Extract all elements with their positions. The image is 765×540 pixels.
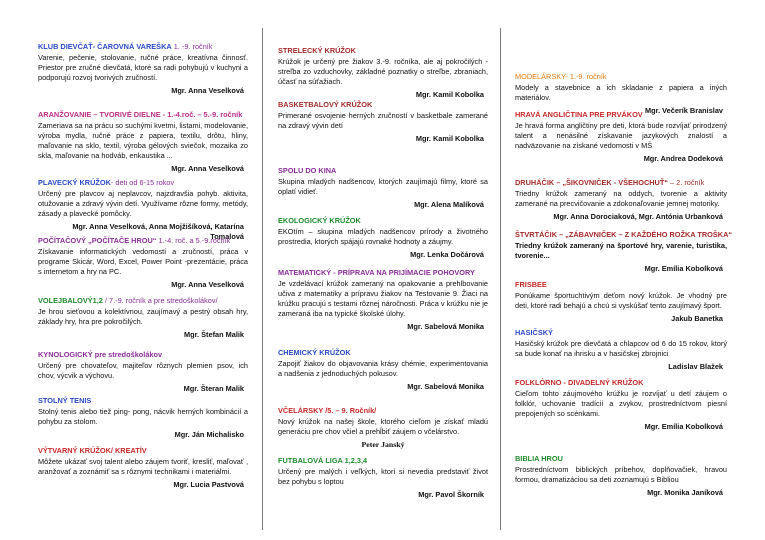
club-description: EKOtím – skupina mladých nadšencov prírody a životného prostredia, ktorých spájajú rovnaké hodnoty a záujmy. [278, 226, 488, 246]
club-leader: Mgr. Kamil Kobolka [415, 133, 484, 143]
club-leader: Mgr. Monika Janíková [647, 487, 723, 497]
club-entry [515, 328, 727, 372]
club-description: Modely a stavebnice a ich skladanie z papiera a iných materiálov. [515, 82, 727, 102]
club-description: Je hrou sieťovou a kolektívnou, zaujímavý a pestrý obsah hry, základy hry, hra pre pokročilých. [38, 306, 248, 326]
club-entry [38, 446, 248, 490]
club-title: BASKETBALOVÝ KRÚŽOK [278, 100, 373, 109]
club-title: STOLNÝ TENIS [38, 396, 92, 405]
club-leader: Jakub Banetka [671, 313, 723, 323]
club-title: PLAVECKÝ KRÚŽOK- deti od 6-15 rokov [38, 178, 175, 187]
club-leader: Mgr. Sabelová Monika [407, 321, 484, 331]
club-description: Triedny krúžok zameraný na športové hry, varenie, turistika, tvorenie... [515, 240, 727, 260]
club-description: Krúžok je určený pre žiakov 3.-9. ročníka, ale aj pokročilých - streľba zo vzduchovky, základné poznatky o streľbe, zbraniach, účasť na súťažiach. [278, 56, 488, 86]
club-title: CHEMICKÝ KRÚŽOK [278, 348, 351, 357]
club-title: ARANŽOVANIE – TVORIVÉ DIELNE - 1.-4.roč. – 5.-9. ročník [38, 110, 243, 119]
club-title: FRISBEE [515, 280, 547, 289]
club-leader: Mgr. Anna Veselková [171, 279, 244, 289]
club-description: Stolný tenis alebo tiež ping- pong, nácvik herných kombinácií a pohybu za stolom. [38, 406, 248, 426]
club-title: EKOLOGICKÝ KRÚŽOK [278, 216, 361, 225]
club-entry [38, 396, 248, 440]
club-entry [515, 230, 733, 274]
column-separator-1 [262, 28, 263, 530]
column-separator-2 [500, 28, 501, 530]
club-leader: Mgr. Alena Malíková [414, 199, 484, 209]
club-title: POČÍTAČOVÝ „POČÍTAČE HROU“ 1.-4. roč. a 5.-9.ročník [38, 236, 231, 245]
club-leader: Mgr. Šteran Malik [183, 383, 244, 393]
club-leader: Mgr. Andrea Dodeková [643, 153, 723, 163]
club-entry [515, 178, 727, 222]
club-description: Zameriava sa na prácu so suchými kvetmi, listami, modelovanie, výroba mydla, ručné práce z papiera, textilu, drôtu, hliny, maľovanie na sklo, textil, výroba gélových sviečok, mozaika zo skla, maľovanie na hodváb, enkaustika ... [38, 120, 248, 160]
club-title: KYNOLOGICKÝ pre stredoškolákov [38, 350, 163, 359]
club-title: BIBLIA HROU [515, 454, 563, 463]
club-description: Prostredníctvom biblických príbehov, doplňovačiek, hravou formou, dramatizáciou sa deti zoznamujú s Bibliou [515, 464, 727, 484]
club-leader: Mgr. Štefan Malik [184, 329, 244, 339]
club-title: DRUHÁČIK – „ŠIKOVNIČEK - VŠEHOCHUŤ“ – 2. ročník [515, 178, 705, 187]
club-title: VOLEJBALOVÝ1,2 / 7.-9. ročník a pre stredoškolákov/ [38, 296, 218, 305]
club-leader: Mgr. Emília Kobolková [644, 263, 723, 273]
club-entry [278, 348, 488, 392]
club-entry [38, 236, 248, 290]
club-entry [515, 110, 727, 164]
club-description: Triedny krúžok zameraný na oddych, tvorenie a aktivity zamerané na precvičovanie a zdokonaľovanie jemnej motoriky. [515, 188, 727, 208]
club-description: Nový krúžok na našej škole, ktorého cieľom je získať mladú generáciu pre chov včiel a prehĺbiť záujem o včelárstvo. [278, 416, 488, 436]
club-entry [38, 350, 248, 394]
club-description: Primerané osvojenie herných zručností v basketbale zamerané na zdravý vývin detí [278, 110, 488, 130]
club-title: KLUB DIEVČAŤ- ČAROVNÁ VAREŠKA 1. -9. ročník [38, 42, 213, 51]
club-description: Skupina mladých nadšencov, ktorých zaujímajú filmy, ktoré sa oplatí vidieť. [278, 176, 488, 196]
club-title: ŠTVRTÁČIK – „ZÁBAVNIČEK – Z KAŽDÉHO ROŽKA TROŠKA“ [515, 230, 733, 239]
club-description: Je hravá forma angličtiny pre deti, ktorá bude rozvíjať prirodzený talent a nenásilné získavanie jazykových znalostí a nadväzovanie na získané vedomosti v MŠ [515, 120, 727, 150]
club-description: Určený pre plavcov aj neplavcov, najzdravšia pohyb. aktivita, otužovanie a zdravý vývin detí. Využívame rôzne formy, metódy, zásady a plavecké pomôcky. [38, 188, 248, 218]
club-entry [515, 280, 727, 324]
club-title: HASIČSKÝ [515, 328, 553, 337]
club-entry [278, 406, 488, 450]
club-description: Získavanie informatických vedomostí a zručností, práca v programe Skicár, Word, Excel, Power Point -prezentácie, práca s internetom a hry na PC. [38, 246, 248, 276]
club-title: FOLKLÓRNO - DIVADELNÝ KRÚŽOK [515, 378, 644, 387]
club-leader: Mgr. Ján Michalisko [174, 429, 244, 439]
club-leader: Mgr. Lucia Pastvová [173, 479, 244, 489]
club-leader: Mgr. Anna Veselková, Anna Mojžišíková, Katarína Tomalová [72, 221, 244, 241]
club-description: Môžete ukázať svoj talent alebo záujem tvoriť, kresliť, maľovať , aranžovať a zoznámiť sa s rôznymi technikami i materiálmi. [38, 456, 248, 476]
club-leader: Mgr. Sabelová Monika [407, 381, 484, 391]
club-entry [278, 166, 488, 210]
club-title: FUTBALOVÁ LIGA 1,2,3,4 [278, 456, 368, 465]
club-description: Určený pre chovateľov, majiteľov rôznych plemien psov, ich chov, výcvik a výchovu. [38, 360, 248, 380]
club-title: VČELÁRSKY /5. – 9. Ročník/ [278, 406, 377, 415]
club-entry [278, 268, 488, 331]
club-description: Cieľom tohto záujmového krúžku je rozvíjať u detí záujem o folklór, uchovanie tradícií a zvykov, prostredníctvom piesní prepojených so scénkami. [515, 388, 727, 418]
club-leader: Mgr. Emília Kobolková [644, 421, 723, 431]
club-leader: Peter Janský [361, 439, 405, 449]
club-title: MATEMATICKÝ - PRÍPRAVA NA PRIJÍMACIE POHOVORY [278, 268, 475, 277]
club-description: Je vzdelávací krúžok zameraný na opakovanie a prehlbovanie učiva z matematiky a prípravu žiakov na Testovanie 9. Žiaci na krúžku pracujú s testami rôznej náročnosti. Práca v krúžku nie je zameraná iba na typické školské úlohy. [278, 278, 488, 318]
club-leader: Ladislav Blažek [668, 361, 723, 371]
club-leader: Mgr. Anna Veselková [171, 85, 244, 95]
club-description: Varenie, pečenie, stolovanie, ručné práce, kreatívna činnosť. Priestor pre zručné dievčatá, ktoré sa radi pohybujú v kuchyni a podporujú rozvoj tvorivých zručností. [38, 52, 248, 82]
club-entry [278, 100, 488, 144]
club-entry [278, 216, 488, 260]
club-title: HRAVÁ ANGLIČTINA PRE PRVÁKOV [515, 110, 643, 119]
club-entry [515, 378, 727, 432]
club-title: SPOLU DO KINA [278, 166, 337, 175]
club-entry [278, 456, 488, 500]
club-leader: Mgr. Kamil Kobolka [415, 89, 484, 99]
club-title: STRELECKÝ KRÚŽOK [278, 46, 356, 55]
club-entry [38, 296, 248, 340]
club-leader: Mgr. Lenka Dočárová [410, 249, 484, 259]
club-entry [515, 454, 727, 498]
club-leader: Mgr. Anna Dorociaková, Mgr. Antónia Urbanková [553, 211, 723, 221]
club-description: Ponúkame športuchtivým deťom nový krúžok. Je vhodný pre deti, ktoré radi behajú a chcú si vyskúšať tento zaujímavý šport. [515, 290, 727, 310]
club-entry [278, 46, 488, 100]
club-leader: Mgr. Večerík Branislav [645, 105, 723, 115]
club-description: Určený pre malých i veľkých, ktorí si nevedia predstaviť život bez pohybu s loptou [278, 466, 488, 486]
club-entry [38, 110, 248, 173]
club-description: Zapojiť žiakov do objavovania krásy chémie, experimentovania a nadšenia z jednoduchých pokusov. [278, 358, 488, 378]
club-title: VÝTVARNÝ KRÚŽOK/ KREATÍV [38, 446, 147, 455]
club-leader: Mgr. Pavol Škorník [418, 489, 484, 499]
club-entry [38, 178, 248, 241]
club-title: MODELÁRSKY- 1.-9. ročník [515, 72, 607, 81]
club-description: Hasičský krúžok pre dievčatá a chlapcov od 6 do 15 rokov, ktorý sa bude konať na ihrisku a v hasičskej zbrojnici [515, 338, 727, 358]
club-leader: Mgr. Anna Veselková [171, 163, 244, 173]
club-entry [38, 42, 248, 96]
